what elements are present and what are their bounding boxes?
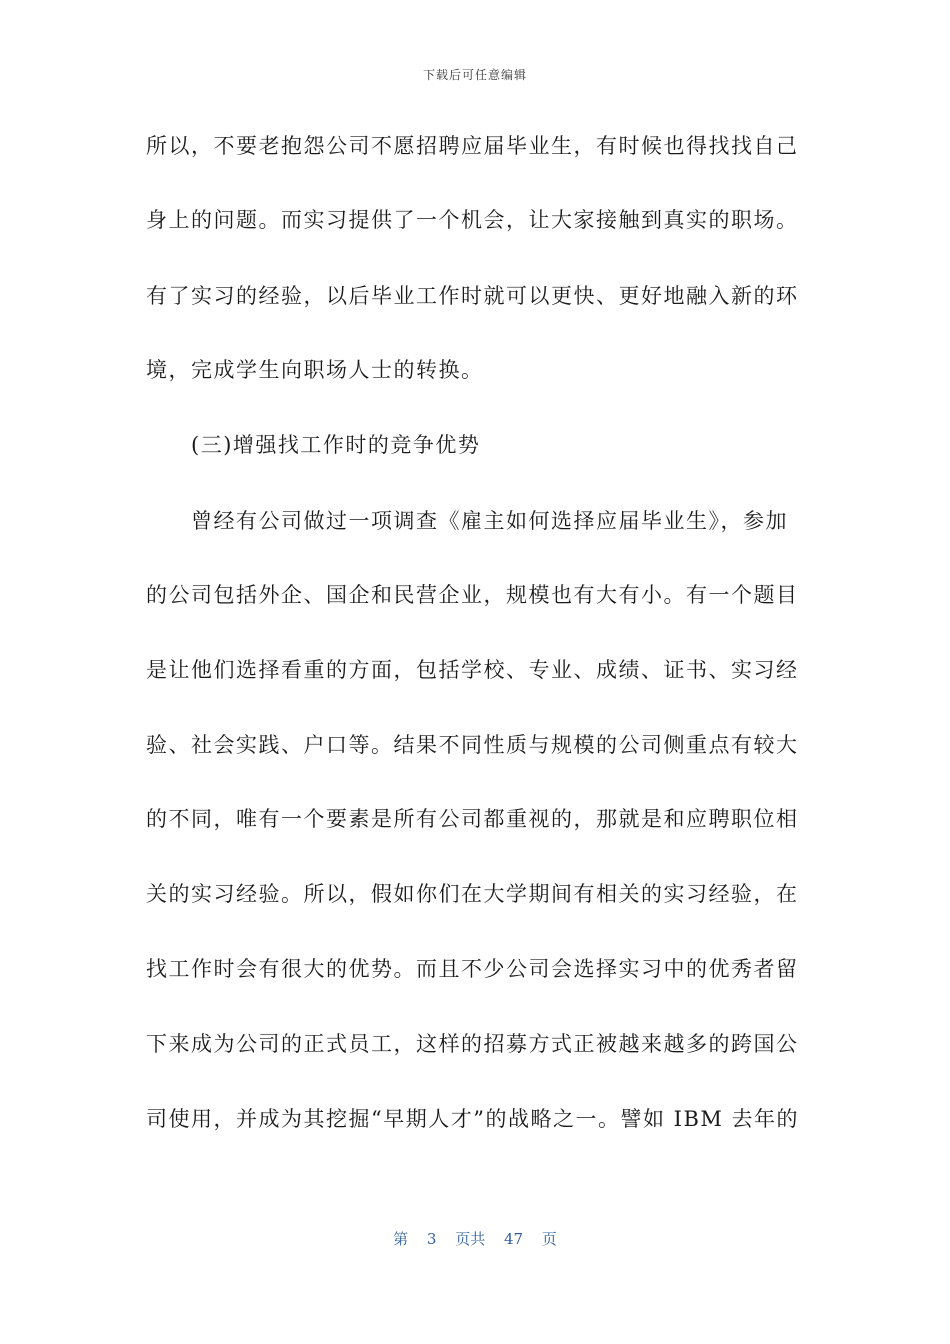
- body-line: 所以，不要老抱怨公司不愿招聘应届毕业生，有时候也得找找自己: [146, 134, 799, 158]
- body-line: 的不同，唯有一个要素是所有公司都重视的，那就是和应聘职位相: [146, 807, 799, 831]
- page-footer: 第 3 页共 47 页: [393, 1230, 557, 1248]
- body-line: 曾经有公司做过一项调查《雇主如何选择应届毕业生》，参加: [191, 509, 788, 533]
- body-line: 的公司包括外企、国企和民营企业，规模也有大有小。有一个题目: [146, 583, 799, 607]
- body-line: 是让他们选择看重的方面，包括学校、专业、成绩、证书、实习经: [146, 658, 799, 682]
- body-line: 身上的问题。而实习提供了一个机会，让大家接触到真实的职场。: [146, 208, 799, 232]
- body-line: 找工作时会有很大的优势。而且不少公司会选择实习中的优秀者留: [146, 957, 799, 981]
- page-header: 下载后可任意编辑: [422, 68, 527, 82]
- body-line: 下来成为公司的正式员工，这样的招募方式正被越来越多的跨国公: [146, 1032, 799, 1056]
- body-line: 验、社会实践、户口等。结果不同性质与规模的公司侧重点有较大: [146, 733, 799, 757]
- body-line: 司使用，并成为其挖掘“早期人才”的战略之一。譬如 IBM 去年的: [146, 1107, 800, 1131]
- section-heading: (三)增强找工作时的竞争优势: [191, 433, 481, 457]
- body-line: 境，完成学生向职场人士的转换。: [146, 358, 484, 382]
- body-line: 关的实习经验。所以，假如你们在大学期间有相关的实习经验，在: [146, 882, 799, 906]
- body-line: 有了实习的经验，以后毕业工作时就可以更快、更好地融入新的环: [146, 284, 799, 308]
